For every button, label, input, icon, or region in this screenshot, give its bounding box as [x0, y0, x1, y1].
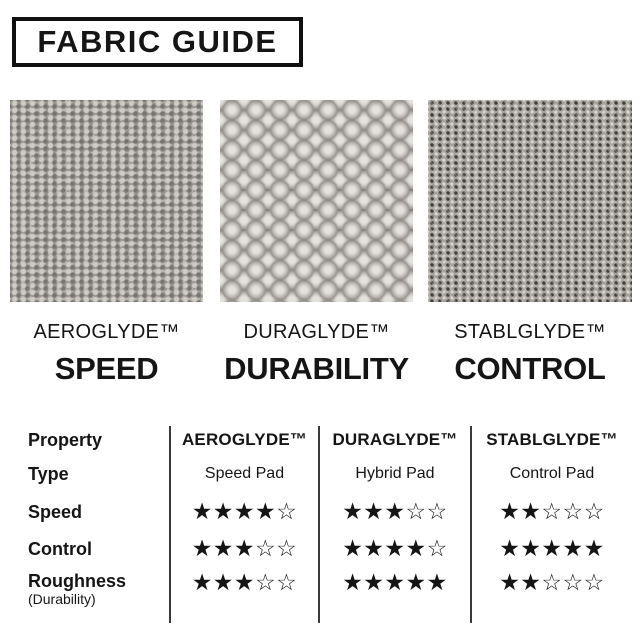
duraglyde-roughness-rating-stars: ★★★★★: [342, 570, 448, 596]
aeroglyde-type-value: Speed Pad: [204, 465, 285, 482]
fabric-swatch-aeroglyde-image: [10, 100, 203, 302]
duraglyde-column-header: DURAGLYDE™: [332, 430, 458, 449]
row-sublabel-durability: (Durability): [28, 591, 96, 607]
duraglyde-type-value: Hybrid Pad: [355, 465, 435, 482]
table-column-stablglyde: [470, 426, 632, 623]
row-label-roughness: Roughness: [28, 571, 127, 591]
duraglyde-control-rating-stars: ★★★★☆: [342, 535, 448, 562]
fabric-guide-title-box: [12, 17, 303, 67]
fabric-label-block-duraglyde: [220, 320, 413, 385]
aeroglyde-column-header: AEROGLYDE™: [181, 430, 308, 449]
fabric-swatch-stablglyde-image: [428, 100, 632, 302]
fabric-label-block-stablglyde: [428, 320, 632, 385]
stablglyde-speed-rating-stars: ★★☆☆☆: [499, 499, 605, 525]
fabric-brand-duraglyde: DURAGLYDE™: [243, 321, 390, 343]
fabric-trait-duraglyde: DURABILITY: [224, 351, 409, 386]
table-property-header: Property: [28, 430, 103, 450]
aeroglyde-roughness-rating-stars: ★★★☆☆: [191, 570, 298, 596]
stablglyde-roughness-rating-stars: ★★☆☆☆: [499, 570, 605, 596]
fabric-brand-aeroglyde: AEROGLYDE™: [33, 321, 180, 343]
fabric-swatch-duraglyde-image: [220, 100, 413, 302]
row-label-speed: Speed: [28, 502, 83, 522]
stablglyde-column-header: STABLGLYDE™: [486, 430, 618, 449]
duraglyde-speed-rating-stars: ★★★☆☆: [342, 499, 448, 525]
row-label-roughness-block: [28, 567, 163, 623]
page-title: FABRIC GUIDE: [37, 24, 278, 59]
row-label-type: Type: [28, 464, 69, 484]
table-column-duraglyde: [318, 426, 470, 623]
aeroglyde-speed-rating-stars: ★★★★☆: [191, 499, 298, 525]
fabric-label-block-aeroglyde: [10, 320, 203, 385]
stablglyde-control-rating-stars: ★★★★★: [499, 535, 605, 562]
fabric-trait-stablglyde: CONTROL: [454, 351, 606, 386]
stablglyde-type-value: Control Pad: [509, 465, 595, 482]
fabric-brand-stablglyde: STABLGLYDE™: [454, 321, 606, 343]
fabric-trait-aeroglyde: SPEED: [54, 351, 159, 386]
aeroglyde-control-rating-stars: ★★★☆☆: [191, 535, 298, 562]
row-label-control: Control: [28, 538, 92, 559]
table-property-column: [28, 426, 163, 623]
table-column-aeroglyde: [169, 426, 318, 623]
